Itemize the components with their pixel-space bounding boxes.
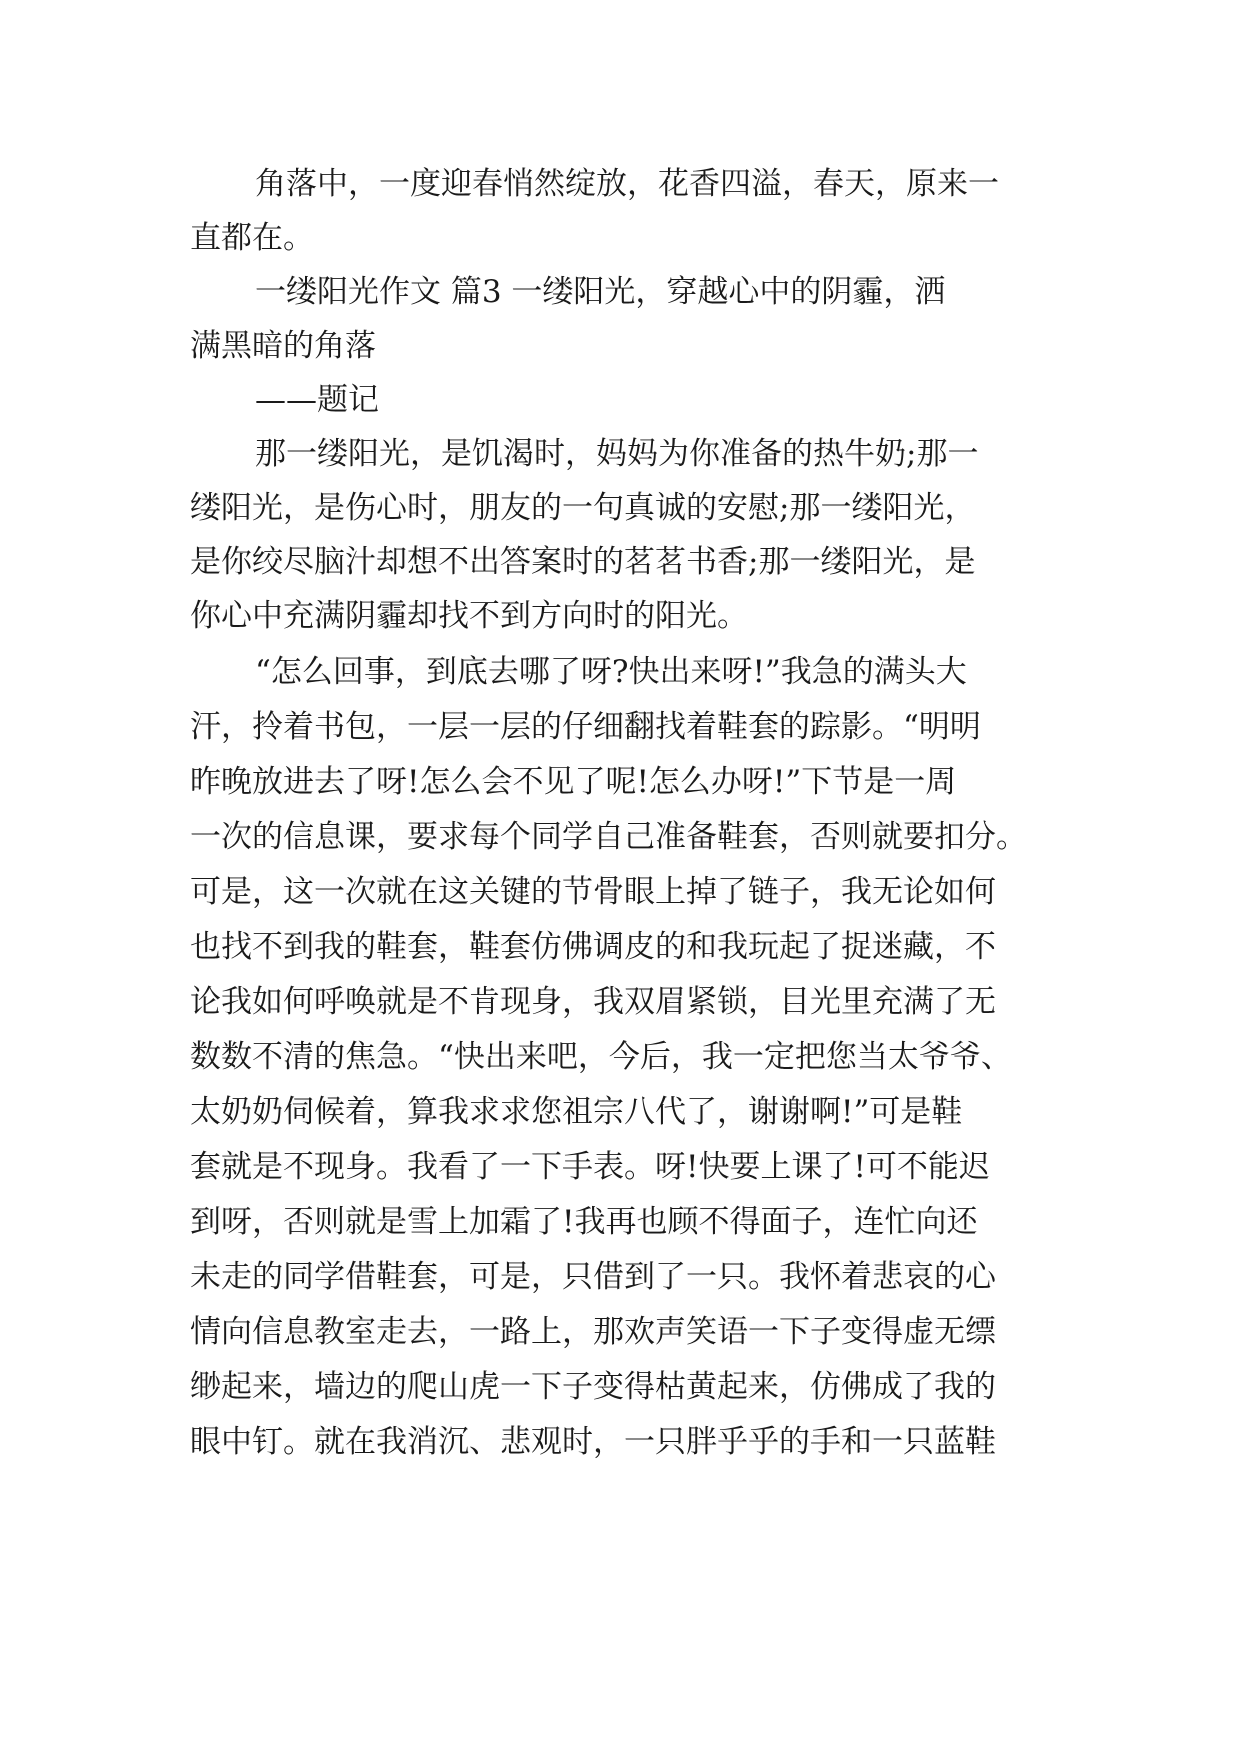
text-line: 到呀，否则就是雪上加霜了!我再也顾不得面子，连忙向还 [190,1204,978,1240]
text-line: 情向信息教室走去，一路上，那欢声笑语一下子变得虚无缥 [190,1314,996,1350]
text-line: 昨晚放进去了呀!怎么会不见了呢!怎么办呀!”下节是一周 [190,764,957,800]
text-line: 汗，拎着书包，一层一层的仔细翻找着鞋套的踪影。“明明 [190,709,981,745]
text-line: 满黑暗的角落 [190,328,376,364]
text-line: 角落中，一度迎春悄然绽放，花香四溢，春天，原来一 [255,166,999,202]
text-line: 是你绞尽脑汁却想不出答案时的茗茗书香;那一缕阳光，是 [190,544,976,580]
text-line: 直都在。 [190,220,314,256]
text-line: 数数不清的焦急。“快出来吧，今后，我一定把您当太爷爷、 [190,1039,1012,1075]
text-line: 一次的信息课，要求每个同学自己准备鞋套，否则就要扣分。 [190,819,1027,855]
epigraph-attribution: ——题记 [255,382,379,418]
section-heading-line: 一缕阳光作文 篇3 一缕阳光，穿越心中的阴霾，洒 [255,274,946,310]
text-line: 论我如何呼唤就是不肯现身，我双眉紧锁，目光里充满了无 [190,984,996,1020]
text-line: “怎么回事，到底去哪了呀?快出来呀!”我急的满头大 [255,654,967,690]
text-line: 缕阳光，是伤心时，朋友的一句真诚的安慰;那一缕阳光， [190,490,976,526]
text-line: 那一缕阳光，是饥渴时，妈妈为你准备的热牛奶;那一 [255,436,979,472]
text-line: 套就是不现身。我看了一下手表。呀!快要上课了!可不能迟 [190,1149,990,1185]
text-line: 缈起来，墙边的爬山虎一下子变得枯黄起来，仿佛成了我的 [190,1369,996,1405]
text-line: 也找不到我的鞋套，鞋套仿佛调皮的和我玩起了捉迷藏，不 [190,929,996,965]
text-line: 你心中充满阴霾却找不到方向时的阳光。 [190,598,748,634]
text-line: 未走的同学借鞋套，可是，只借到了一只。我怀着悲哀的心 [190,1259,996,1295]
text-line: 太奶奶伺候着，算我求求您祖宗八代了，谢谢啊!”可是鞋 [190,1094,963,1130]
text-line: 眼中钉。就在我消沉、悲观时，一只胖乎乎的手和一只蓝鞋 [190,1424,996,1460]
text-line: 可是，这一次就在这关键的节骨眼上掉了链子，我无论如何 [190,874,996,910]
